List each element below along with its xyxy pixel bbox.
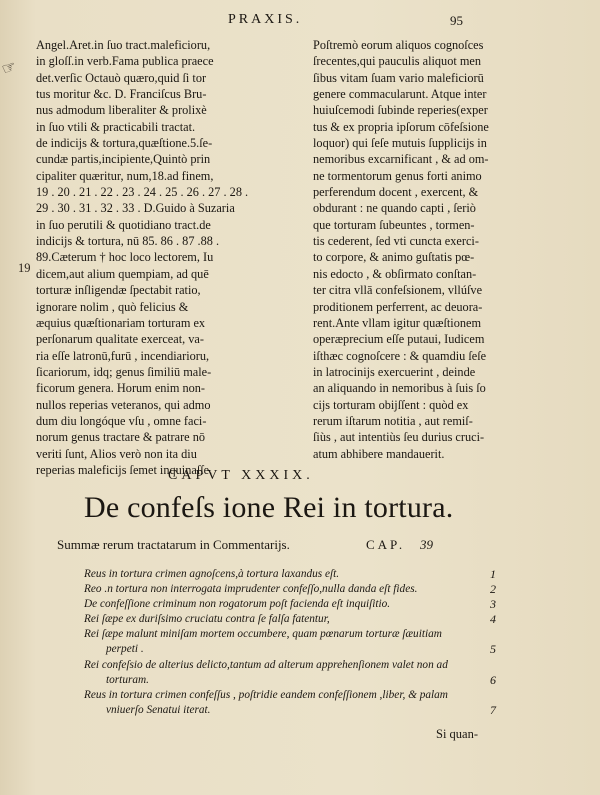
summary-entry-text: Reus in tortura crimen confeſſus , poſtridie eandem confeſſionem ,liber, & palam — [84, 688, 448, 701]
summary-entry-text: Rei confeſsio de alterius delicto,tantum ad alterum apprehenſionem valet non ad — [84, 658, 448, 671]
text-line: obdurant : ne quando capti , ſeriò — [313, 201, 476, 216]
text-line: in ſuo perutili & quotidiano tract.de — [36, 217, 211, 232]
summary-entry-line — [84, 642, 496, 657]
text-line: ſicariorum, idq; genus ſimiliū male- — [36, 364, 212, 379]
text-line: 89.Cæterum † hoc loco lectorem, Iu — [36, 250, 214, 265]
text-line: iſthæc cognoſcere : & quamdiu ſeſe — [313, 348, 487, 363]
text-line: Angel.Aret.in ſuo tract.maleficioru, — [36, 38, 211, 52]
summary-entry-text: Reus in tortura crimen agnoſcens,à tortura laxandus eſt. — [84, 568, 340, 580]
summary-cap-label: CAP. — [366, 537, 406, 552]
text-line: tis cederent, ſed vti cuncta exerci- — [313, 234, 479, 249]
text-line: que torturam ſubeuntes , tormen- — [313, 217, 475, 232]
text-line: ter citra vllā confeſsionem, vllúſve — [313, 283, 483, 298]
summary-entry-number: 7 — [490, 702, 496, 717]
summary-entry-line — [84, 582, 496, 597]
text-line: ria eſſe latronū,furū , incendiarioru, — [36, 348, 210, 363]
margin-note-19: 19 — [18, 261, 31, 275]
summary-entry-text: Reo .n tortura non interrogata imprudenter confeſſo,nulla danda eſt fides. — [84, 583, 418, 596]
text-line: rent.Ante vllam igitur quæſtionem — [313, 315, 482, 330]
text-line: nis edocto , & obſirmato conſtan- — [313, 266, 477, 281]
text-line: to corpore, & animo guſtatis pœ- — [313, 250, 475, 265]
text-line: æquius quæſtionariam torturam ex — [36, 315, 206, 330]
chapter-title: De confeſs ione Rei in tortura. — [84, 491, 454, 524]
summary-entry-number: 1 — [490, 567, 496, 581]
text-line: an aliquando in nemoribus à ſuis ſo — [313, 381, 486, 396]
text-line: ignorare nolim , quò felicius & — [36, 299, 189, 314]
summary-entry-line — [84, 703, 496, 718]
text-line: nemoribus excarnificant , & ad om- — [313, 152, 489, 167]
text-line: ſrecentes,qui pauculis aliquot men — [313, 54, 482, 69]
text-line: huiuſcemodi ſubinde reperies(exper — [313, 103, 488, 118]
text-line: veriti ſunt, Alios verò non ita diu — [36, 446, 197, 461]
text-line: de indicijs & tortura,quæſtione.5.ſe- — [36, 136, 213, 151]
text-line: cijs torturam obijſſent : quòd ex — [313, 397, 469, 412]
text-line: in ſuo vtili & practicabili tractat. — [36, 119, 196, 134]
left-text-column — [36, 37, 288, 478]
text-line: tus moritur &c. D. Franciſcus Bru- — [36, 87, 207, 102]
running-head — [0, 12, 600, 32]
text-line: dum diu longóque vſu , omne faci- — [36, 413, 207, 428]
summary-entry-number: 5 — [490, 642, 496, 657]
text-line: det.verſic Octauò quæro,quid ſi tor — [36, 70, 207, 85]
summary-entry-text: Rei ſæpe malunt miniſam mortem occumbere, quam pœnarum torturæ ſæuitiam — [84, 628, 442, 641]
summary-cap-number: 39 — [420, 537, 433, 552]
summary-entry-text: vniuerſo Senatui iterat. — [106, 703, 211, 716]
summary-entry-line — [84, 688, 496, 703]
summary-entry-line — [84, 627, 496, 642]
text-line: perferendum docent , exercent, & — [313, 185, 479, 200]
text-line: nullos reperias veteranos, qui admo — [36, 397, 211, 412]
text-line: nus admodum liberaliter & prolixè — [36, 103, 207, 118]
text-line: reperias maleficijs ſemet inquinaſſe. — [36, 462, 213, 477]
summary-entry-text: perpeti . — [106, 643, 144, 656]
text-line: atum abhibere mandauerit. — [313, 446, 445, 461]
text-line: indicijs & tortura, nū 85. 86 . 87 .88 . — [36, 234, 220, 249]
summary-entry-line — [84, 567, 496, 582]
text-line: 29 . 30 . 31 . 32 . 33 . D.Guido à Suzaria — [36, 201, 235, 216]
text-line: ficorum genera. Horum enim non- — [36, 381, 206, 396]
text-line: in gloſſ.in verb.Fama publica praece — [36, 54, 214, 69]
text-line: rerum iſtarum notitia , aut remiſ- — [313, 413, 473, 428]
chapter-heading: CAPVT XXXIX. — [168, 468, 314, 483]
text-line: cundæ partis,incipiente,Quintò prin — [36, 152, 211, 167]
text-line: 19 . 20 . 21 . 22 . 23 . 24 . 25 . 26 . 27 . 28 . — [36, 185, 249, 200]
summary-entry-text: torturam. — [106, 673, 149, 686]
summary-label: Summæ rerum tractatarum in Commentarijs. — [57, 537, 290, 552]
text-line: ne tormentorum genus forti animo — [313, 168, 482, 183]
summary-entry-number: 6 — [490, 672, 496, 687]
summary-entry-number: 2 — [490, 582, 496, 597]
summary-header — [57, 537, 497, 555]
summary-list — [84, 567, 496, 718]
text-line: operæprecium eſſe putaui, Iudicem — [313, 332, 485, 347]
text-line: in latrocinijs exercuerint , deinde — [313, 364, 476, 379]
text-line: perſonarum qualitate exerceat, va- — [36, 332, 204, 347]
text-line: ſibus vitam ſuam vario maleficiorū — [313, 70, 484, 85]
summary-entry-line — [84, 597, 496, 612]
summary-entry-number: 3 — [490, 597, 496, 612]
page-number: 95 — [450, 13, 463, 28]
text-line: norum genus tractare & patrare nō — [36, 430, 206, 445]
text-line: Poſtremò eorum aliquos cognoſces — [313, 38, 484, 52]
summary-entry-number: 4 — [490, 612, 496, 627]
catchword: Si quan- — [436, 727, 479, 741]
text-line: torturæ inſligendæ ſpectabit ratio, — [36, 283, 201, 298]
summary-entry-line — [84, 658, 496, 673]
text-line: ſiùs , aut intentiùs ſeu durius cruci- — [313, 430, 485, 445]
summary-entry-line — [84, 612, 496, 627]
text-line: tus & ex propria ipſorum cōfeſsione — [313, 119, 489, 134]
text-line: proditionem perferrent, ac deuora- — [313, 299, 483, 314]
text-line: loquor) qui ſeſe mutuis ſupplicijs in — [313, 136, 487, 151]
right-text-column — [313, 37, 566, 462]
running-head-title: PRAXIS. — [228, 12, 303, 27]
text-line: cipaliter quæritur, num,18.ad finem, — [36, 168, 214, 183]
manicule-icon: ☞ — [0, 58, 19, 79]
summary-entry-line — [84, 673, 496, 688]
summary-entry-text: Rei ſæpe ex duriſsimo cruciatu contra ſe falſa fatentur, — [84, 613, 330, 626]
text-line: dicem,aut alium quempiam, ad quē — [36, 266, 209, 281]
summary-entry-text: De confeſſione criminum non rogatorum poſt facienda eſt inquiſitio. — [84, 598, 391, 611]
text-line: genere commacularunt. Atque inter — [313, 87, 487, 102]
